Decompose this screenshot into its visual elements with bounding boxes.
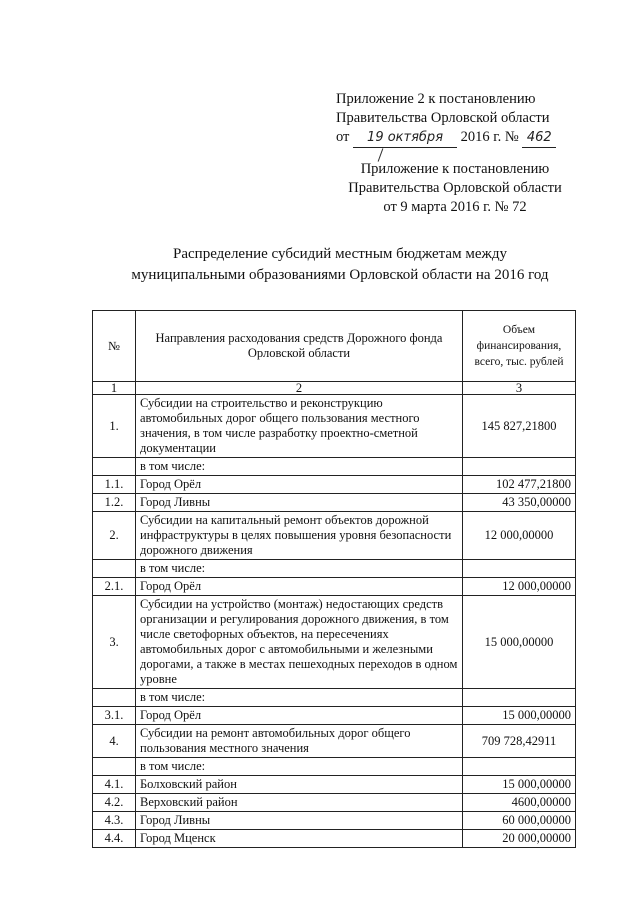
row-amount <box>463 560 576 578</box>
row-num: 3.1. <box>93 707 136 725</box>
row-amount: 20 000,00000 <box>463 830 576 848</box>
row-num: 4. <box>93 725 136 758</box>
handwritten-date: 19 октября <box>353 128 457 148</box>
row-num: 4.2. <box>93 794 136 812</box>
row-direction: Город Ливны <box>136 494 463 512</box>
table-row <box>93 458 576 476</box>
row-amount: 12 000,00000 <box>463 578 576 596</box>
row-direction: Болховский район <box>136 776 463 794</box>
annex-current-year: 2016 г. № <box>460 129 519 145</box>
row-direction: Город Орёл <box>136 707 463 725</box>
row-num: 1. <box>93 395 136 458</box>
row-direction: в том числе: <box>136 458 463 476</box>
row-direction: в том числе: <box>136 689 463 707</box>
index-cell-3: 3 <box>463 382 576 395</box>
row-amount: 15 000,00000 <box>463 596 576 689</box>
table-row <box>93 758 576 776</box>
row-amount: 43 350,00000 <box>463 494 576 512</box>
row-direction: Город Орёл <box>136 476 463 494</box>
row-amount: 145 827,21800 <box>463 395 576 458</box>
row-num: 2. <box>93 512 136 560</box>
index-cell-1: 1 <box>93 382 136 395</box>
row-direction: Субсидии на капитальный ремонт объектов дорожной инфраструктуры в целях повышения уровня безопасности дорожного движения <box>136 512 463 560</box>
row-direction: Субсидии на ремонт автомобильных дорог общего пользования местного значения <box>136 725 463 758</box>
annex-current-line1: Приложение 2 к постановлению <box>336 91 536 107</box>
row-num <box>93 689 136 707</box>
annex-original-block <box>335 160 575 217</box>
table-row <box>93 596 576 689</box>
header-direction: Направления расходования средств Дорожного фонда Орловской области <box>136 311 463 382</box>
table-row <box>93 830 576 848</box>
row-amount: 102 477,21800 <box>463 476 576 494</box>
document-title-line1: Распределение субсидий местным бюджетам между <box>173 246 507 262</box>
row-amount <box>463 458 576 476</box>
row-amount <box>463 689 576 707</box>
row-num <box>93 560 136 578</box>
row-num: 1.1. <box>93 476 136 494</box>
row-num: 1.2. <box>93 494 136 512</box>
annex-original-line1: Приложение к постановлению <box>360 161 550 177</box>
row-num: 2.1. <box>93 578 136 596</box>
row-direction: Верховский район <box>136 794 463 812</box>
table-body <box>93 395 576 848</box>
table-header-row <box>93 311 576 382</box>
row-direction: в том числе: <box>136 560 463 578</box>
row-num: 3. <box>93 596 136 689</box>
table-row <box>93 725 576 758</box>
document-title-line2: муниципальными образованиями Орловской области на 2016 год <box>131 267 549 283</box>
subsidy-table <box>92 310 576 848</box>
table-row <box>93 476 576 494</box>
row-amount: 4600,00000 <box>463 794 576 812</box>
table-row <box>93 395 576 458</box>
row-amount <box>463 758 576 776</box>
row-amount: 709 728,42911 <box>463 725 576 758</box>
table-row <box>93 776 576 794</box>
annex-original-line3: от 9 марта 2016 г. № 72 <box>383 199 527 215</box>
index-cell-2: 2 <box>136 382 463 395</box>
annex-current-line3 <box>336 128 576 148</box>
annex-current-block <box>336 90 576 148</box>
row-amount: 60 000,00000 <box>463 812 576 830</box>
table-row <box>93 578 576 596</box>
row-num <box>93 758 136 776</box>
row-direction: в том числе: <box>136 758 463 776</box>
annex-current-prefix: от <box>336 129 350 145</box>
handwritten-number: 462 <box>522 128 556 148</box>
header-num: № <box>93 311 136 382</box>
table-row <box>93 560 576 578</box>
row-direction: Субсидии на строительство и реконструкцию автомобильных дорог общего пользования местного значения, в том числе разработку проектно-сметной документации <box>136 395 463 458</box>
table-row <box>93 494 576 512</box>
table-row <box>93 689 576 707</box>
table-index-row <box>93 382 576 395</box>
row-amount: 12 000,00000 <box>463 512 576 560</box>
table-row <box>93 512 576 560</box>
annex-original-line2: Правительства Орловской области <box>348 180 562 196</box>
table-row <box>93 794 576 812</box>
row-num: 4.1. <box>93 776 136 794</box>
row-direction: Город Орёл <box>136 578 463 596</box>
row-direction: Субсидии на устройство (монтаж) недостающих средств организации и регулирования дорожного движения, в том числе светофорных объектов, на пересечениях автомобильных дорог с автомобильными и железными дорогами, а также в местах пешеходных переходов в одном уровне <box>136 596 463 689</box>
row-direction: Город Мценск <box>136 830 463 848</box>
document-title <box>60 244 620 286</box>
table-row <box>93 707 576 725</box>
row-amount: 15 000,00000 <box>463 776 576 794</box>
row-num: 4.4. <box>93 830 136 848</box>
row-direction: Город Ливны <box>136 812 463 830</box>
row-amount: 15 000,00000 <box>463 707 576 725</box>
header-amount: Объем финансирования, всего, тыс. рублей <box>463 311 576 382</box>
row-num <box>93 458 136 476</box>
row-num: 4.3. <box>93 812 136 830</box>
annex-current-line2: Правительства Орловской области <box>336 110 550 126</box>
table-row <box>93 812 576 830</box>
